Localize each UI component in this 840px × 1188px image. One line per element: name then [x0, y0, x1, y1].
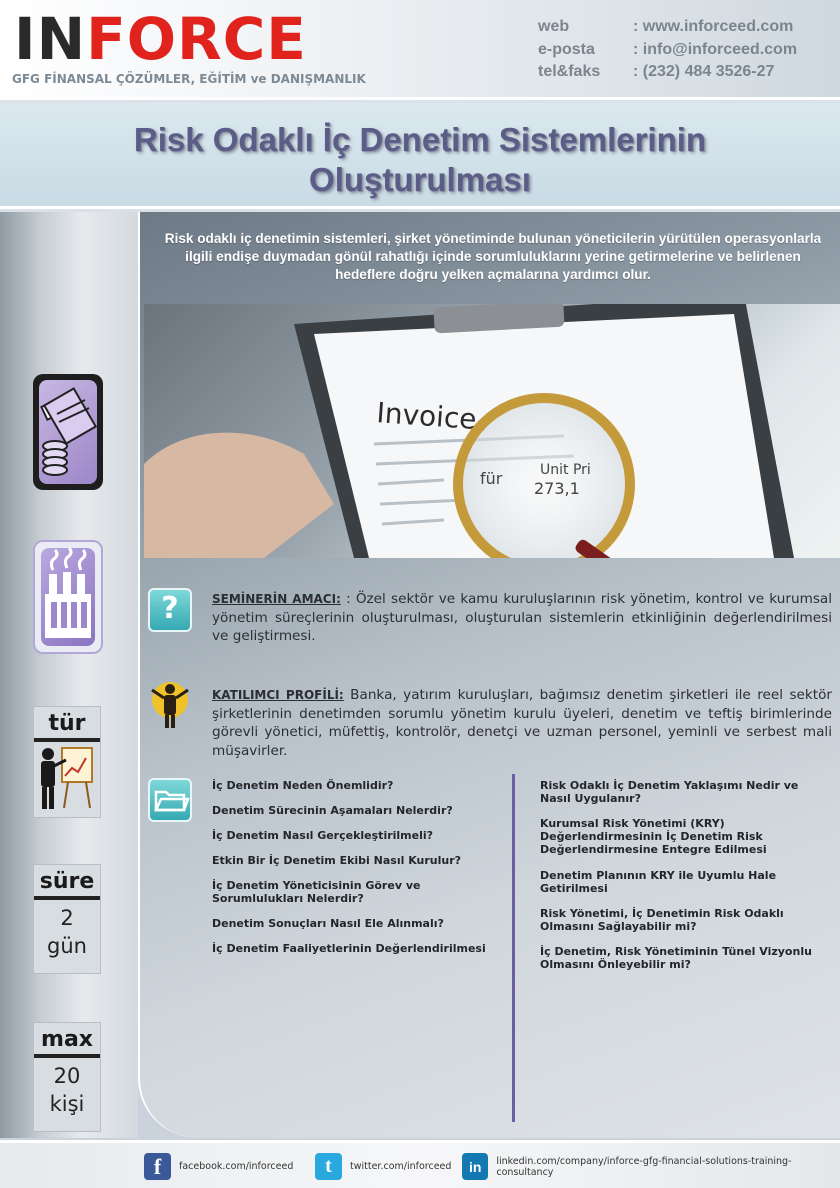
topic-item: Risk Yönetimi, İç Denetimin Risk Odaklı Olmasını Sağlayabilir mi?: [540, 907, 784, 933]
twitter-link[interactable]: [315, 1153, 451, 1180]
contact-web-link[interactable]: : www.inforceed.com: [633, 18, 794, 35]
twitter-icon: t: [315, 1153, 342, 1180]
topic-item: İç Denetim Faaliyetlerinin Değerlendirilmesi: [212, 942, 486, 955]
presenter-icon: [34, 742, 100, 812]
contact-email-link[interactable]: : info@inforceed.com: [633, 40, 798, 58]
linkedin-link[interactable]: [462, 1153, 840, 1180]
header: [0, 0, 840, 100]
topic-item: İç Denetim, Risk Yönetiminin Tünel Vizyonlu Olmasını Önleyebilir mi?: [540, 945, 812, 971]
topic-item: Kurumsal Risk Yönetimi (KRY) Değerlendirmesinin İç Denetim Risk Değerlendirmesine Entegre Edilmesi: [540, 817, 767, 856]
sidebar: [0, 212, 138, 1138]
contact-phone-key: tel&faks: [538, 63, 601, 80]
capacity-value: 20: [53, 1064, 81, 1088]
page-title: [0, 120, 840, 200]
contact-phone-value: : (232) 484 3526-27: [633, 63, 775, 80]
topic-item: İç Denetim Nasıl Gerçekleştirilmeli?: [212, 829, 434, 842]
photo-invoice-text: Invoice: [375, 396, 478, 436]
photo-fur-text: für: [480, 469, 503, 488]
participant-profile-text: Banka, yatırım kuruluşları, bağımsız denetim şirketleri ile reel sektör şirketlerinin denetimden sorumlu yönetim kurulu üyeleri, denetim ve teftiş birimlerinde görevli yönetici, müfettiş, kontrolör, denetçi ve uzman personel, yeminli ve serbest mali müşavirler.: [212, 687, 833, 759]
main-panel: [138, 212, 840, 1138]
intro-text: Risk odaklı iç denetimin sistemleri, şirket yönetiminde bulunan yöneticilerin yürütülen operasyonlarla ilgili endişe duymadan gönül rahatlığı içinde sorumluluklarını yerine getirmelerine ve belirlenen hedeflere doğru yelken açmalarına yardımcı olur.: [164, 231, 822, 282]
topics-left-list: [212, 779, 492, 967]
money-icon: [33, 374, 103, 490]
topics-divider: [512, 774, 515, 1122]
topic-item: Etkin Bir İç Denetim Ekibi Nasıl Kurulur?: [212, 854, 462, 867]
topics-right-list: [540, 779, 830, 983]
topic-item: İç Denetim Yöneticisinin Görev ve Sorumlulukları Nelerdir?: [212, 879, 421, 905]
factory-icon: [33, 540, 103, 654]
duration-label: süre: [34, 865, 100, 900]
facebook-icon: f: [144, 1153, 171, 1180]
photo-unit-text: Unit Pri: [540, 462, 591, 478]
topic-item: Risk Odaklı İç Denetim Yaklaşımı Nedir ve Nasıl Uygulanır?: [540, 779, 799, 805]
topic-item: Denetim Planının KRY ile Uyumlu Hale Getirilmesi: [540, 869, 777, 895]
page-title-line2: Oluşturulması: [309, 161, 531, 198]
topic-item: İç Denetim Neden Önemlidir?: [212, 779, 394, 792]
contact-info: [538, 18, 797, 86]
contact-web-row: [538, 18, 797, 41]
contact-web-key: web: [538, 18, 570, 35]
type-label: tür: [34, 707, 100, 742]
contact-email-row: [538, 41, 797, 64]
type-box: [33, 706, 101, 818]
footer: [0, 1140, 840, 1188]
logo-subtitle: GFG FİNANSAL ÇÖZÜMLER, EĞİTİM ve DANIŞMANLIK: [12, 72, 366, 86]
invoice-photo: [144, 304, 840, 558]
question-icon: ?: [148, 588, 192, 632]
inforce-logo[interactable]: [14, 5, 307, 73]
participant-profile: [212, 686, 832, 760]
duration-unit: gün: [47, 934, 87, 958]
folder-icon: [148, 778, 192, 822]
logo-force: FORCE: [86, 5, 307, 73]
topic-item: Denetim Sürecinin Aşamaları Nelerdir?: [212, 804, 453, 817]
capacity-box: [33, 1022, 101, 1132]
page-title-line1: Risk Odaklı İç Denetim Sistemlerinin: [133, 121, 707, 158]
photo-number-text: 273,1: [534, 479, 580, 498]
linkedin-icon: in: [462, 1153, 488, 1180]
capacity-label: max: [34, 1023, 100, 1058]
seminar-purpose-label: SEMİNERİN AMACI:: [212, 592, 341, 606]
facebook-link[interactable]: [144, 1153, 293, 1180]
topic-item: Denetim Sonuçları Nasıl Ele Alınmalı?: [212, 917, 444, 930]
contact-email-key: e-posta: [538, 40, 595, 58]
duration-value: 2: [60, 906, 74, 930]
linkedin-url[interactable]: linkedin.com/company/inforce-gfg-financial-solutions-training-consultancy: [496, 1155, 792, 1178]
contact-phone-row: [538, 63, 797, 86]
facebook-url[interactable]: facebook.com/inforceed: [179, 1161, 294, 1172]
participant-profile-label: KATILIMCI PROFİLİ:: [212, 688, 344, 702]
twitter-url[interactable]: twitter.com/inforceed: [350, 1161, 452, 1172]
logo-in: IN: [14, 5, 87, 73]
participant-icon: [148, 680, 192, 724]
capacity-unit: kişi: [49, 1092, 85, 1116]
seminar-purpose-text: : Özel sektör ve kamu kuruluşlarının risk yönetim, kontrol ve kurumsal yönetim süreçlerinin oluşturulması, oluşturulan sistemlerin etkinliğinin değerlendirilmesi ve geliştirmesi.: [212, 591, 833, 644]
seminar-purpose: [212, 590, 832, 646]
duration-box: [33, 864, 101, 974]
title-band: [0, 103, 840, 209]
